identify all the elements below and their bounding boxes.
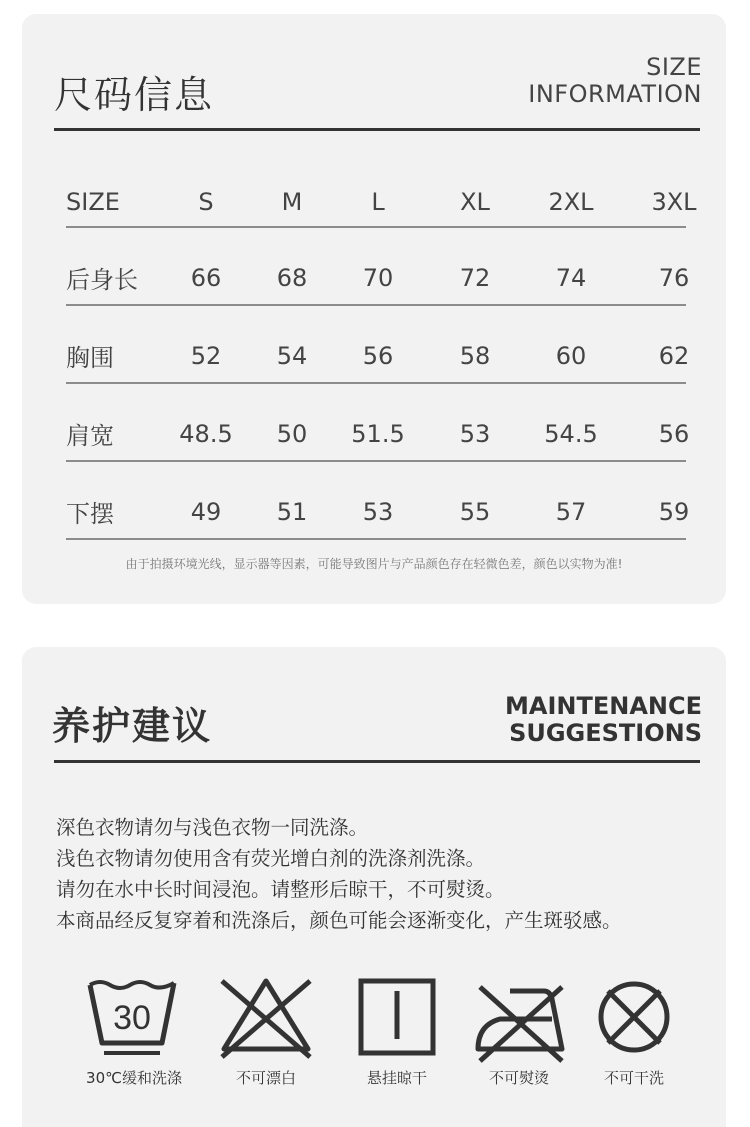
no-bleach-label: 不可漂白	[235, 1069, 297, 1087]
table-cell: 58	[459, 342, 491, 370]
table-cell: 57	[555, 498, 587, 526]
maintenance-title-en-line2: SUGGESTIONS	[509, 719, 702, 747]
table-cell: 56	[362, 342, 394, 370]
maintenance-title-cn: 养护建议	[52, 704, 213, 748]
row-label: 下摆	[66, 500, 114, 528]
size-table-header	[66, 182, 697, 228]
row-label: 肩宽	[66, 422, 114, 450]
size-title-divider	[54, 128, 700, 131]
no-iron-label: 不可熨烫	[488, 1069, 550, 1087]
wash-30-icon	[82, 977, 182, 1067]
table-cell: 70	[362, 264, 394, 292]
maintenance-card	[22, 647, 726, 1127]
table-cell: 51.5	[351, 420, 405, 448]
table-cell: 72	[459, 264, 491, 292]
care-line: 请勿在水中长时间浸泡。请整形后晾干，不可熨烫。	[56, 878, 505, 901]
table-cell: 68	[276, 264, 308, 292]
table-row-chest	[66, 306, 690, 384]
size-information-card	[22, 14, 726, 604]
table-cell: 54.5	[544, 420, 598, 448]
size-title-en-line1: SIZE	[646, 53, 702, 81]
no-bleach-icon	[216, 977, 316, 1067]
table-cell: 66	[190, 264, 222, 292]
table-cell: 51	[276, 498, 308, 526]
header-cell-l: L	[371, 188, 385, 216]
table-cell: 49	[190, 498, 222, 526]
color-disclaimer: 由于拍摄环境光线，显示器等因素，可能导致图片与产品颜色存在轻微色差，颜色以实物为准!	[125, 557, 623, 571]
header-cell-m: M	[281, 188, 303, 216]
table-cell: 50	[276, 420, 308, 448]
size-title-en-line2: INFORMATION	[528, 80, 702, 108]
size-title-cn: 尺码信息	[54, 73, 215, 117]
hang-dry-label: 悬挂晾干	[366, 1069, 428, 1087]
table-cell: 59	[658, 498, 690, 526]
care-instructions	[56, 812, 622, 936]
row-label: 后身长	[66, 266, 138, 294]
maintenance-title-en	[505, 693, 702, 747]
care-line: 本商品经反复穿着和洗涤后，颜色可能会逐渐变化，产生斑驳感。	[56, 909, 622, 932]
table-row-shoulder	[66, 384, 690, 462]
hang-dry-icon	[347, 977, 447, 1067]
care-line: 深色衣物请勿与浅色衣物一同洗涤。	[56, 816, 369, 839]
table-cell: 48.5	[179, 420, 233, 448]
header-cell-3xl: 3XL	[651, 188, 697, 216]
table-cell: 53	[459, 420, 491, 448]
no-dry-clean-icon	[584, 977, 684, 1067]
table-cell: 60	[555, 342, 587, 370]
table-cell: 52	[190, 342, 222, 370]
care-line: 浅色衣物请勿使用含有荧光增白剂的洗涤剂洗涤。	[56, 847, 486, 870]
table-row-hem	[66, 462, 690, 540]
table-cell: 74	[555, 264, 587, 292]
size-table	[66, 182, 697, 540]
maintenance-title-divider	[54, 760, 700, 763]
wash-30-label: 30℃缓和洗涤	[86, 1069, 182, 1087]
header-cell-2xl: 2XL	[548, 188, 594, 216]
no-iron-icon	[470, 977, 570, 1067]
care-icons	[22, 977, 726, 1097]
table-cell: 55	[459, 498, 491, 526]
table-row-back-length	[66, 228, 690, 306]
maintenance-title-en-line1: MAINTENANCE	[505, 692, 702, 720]
table-cell: 53	[362, 498, 394, 526]
table-cell: 76	[658, 264, 690, 292]
table-cell: 56	[658, 420, 690, 448]
no-dry-clean-label: 不可干洗	[603, 1069, 665, 1087]
header-cell-size: SIZE	[66, 188, 120, 216]
header-cell-s: S	[198, 188, 214, 216]
size-title-en	[528, 54, 702, 108]
wash-temperature: 30	[113, 999, 151, 1037]
row-label: 胸围	[66, 344, 114, 372]
header-cell-xl: XL	[460, 188, 490, 216]
table-cell: 54	[276, 342, 308, 370]
table-cell: 62	[658, 342, 690, 370]
